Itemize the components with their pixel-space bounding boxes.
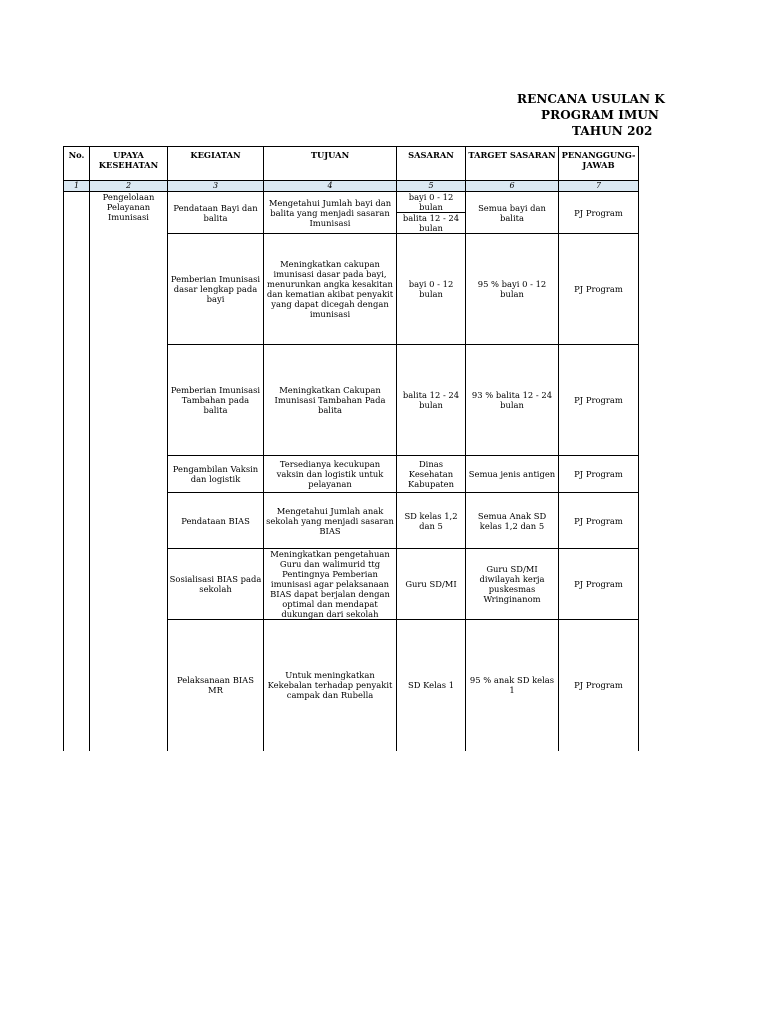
col-header-tujuan: TUJUAN bbox=[264, 147, 397, 181]
pj-cell: PJ Program bbox=[559, 192, 639, 234]
col-number: 5 bbox=[397, 181, 466, 192]
pj-cell: PJ Program bbox=[559, 549, 639, 620]
col-number: 1 bbox=[64, 181, 90, 192]
target-cell: 93 % balita 12 - 24 bulan bbox=[466, 345, 559, 456]
tujuan-cell: Untuk meningkatkan Kekebalan terhadap penyakit campak dan Rubella bbox=[264, 620, 397, 751]
table-row bbox=[64, 192, 639, 213]
col-number: 7 bbox=[559, 181, 639, 192]
sasaran-cell: bayi 0 - 12 bulan bbox=[397, 234, 466, 345]
pj-cell: PJ Program bbox=[559, 234, 639, 345]
col-number: 4 bbox=[264, 181, 397, 192]
col-header-no: No. bbox=[64, 147, 90, 181]
tujuan-cell: Meningkatkan Cakupan Imunisasi Tambahan Pada balita bbox=[264, 345, 397, 456]
tujuan-cell: Mengetahui Jumlah anak sekolah yang menjadi sasaran BIAS bbox=[264, 493, 397, 549]
col-number: 2 bbox=[90, 181, 168, 192]
col-header-kegiatan: KEGIATAN bbox=[168, 147, 264, 181]
kegiatan-cell: Pendataan BIAS bbox=[168, 493, 264, 549]
tujuan-cell: Mengetahui Jumlah bayi dan balita yang menjadi sasaran Imunisasi bbox=[264, 192, 397, 234]
pj-cell: PJ Program bbox=[559, 345, 639, 456]
kegiatan-cell: Pendataan Bayi dan balita bbox=[168, 192, 264, 234]
sasaran-cell: SD kelas 1,2 dan 5 bbox=[397, 493, 466, 549]
col-number: 3 bbox=[168, 181, 264, 192]
target-cell: 95 % anak SD kelas 1 bbox=[466, 620, 559, 751]
tujuan-cell: Meningkatkan cakupan imunisasi dasar pada bayi, menurunkan angka kesakitan dan kematian akibat penyakit yang dapat dicegah dengan imunisasi bbox=[264, 234, 397, 345]
pj-cell: PJ Program bbox=[559, 493, 639, 549]
upaya-cell: Pengelolaan Pelayanan Imunisasi bbox=[90, 192, 168, 751]
col-header-sasaran: SASARAN bbox=[397, 147, 466, 181]
title-line-2: PROGRAM IMUN bbox=[541, 108, 659, 122]
sasaran-cell: Guru SD/MI bbox=[397, 549, 466, 620]
sasaran-cell: Dinas Kesehatan Kabupaten bbox=[397, 456, 466, 493]
pj-cell: PJ Program bbox=[559, 620, 639, 751]
target-cell: Guru SD/MI diwilayah kerja puskesmas Wringinanom bbox=[466, 549, 559, 620]
sasaran-cell: bayi 0 - 12 bulan bbox=[397, 192, 466, 213]
sasaran-cell: balita 12 - 24 bulan bbox=[397, 213, 466, 234]
plan-table bbox=[63, 146, 639, 751]
sasaran-cell: SD Kelas 1 bbox=[397, 620, 466, 751]
col-header-pj: PENANGGUNG-JAWAB bbox=[559, 147, 639, 181]
title-line-3: TAHUN 202 bbox=[572, 124, 653, 138]
column-number-row bbox=[64, 181, 639, 192]
kegiatan-cell: Pemberian Imunisasi dasar lengkap pada bayi bbox=[168, 234, 264, 345]
kegiatan-cell: Pelaksanaan BIAS MR bbox=[168, 620, 264, 751]
tujuan-cell: Tersedianya kecukupan vaksin dan logistik untuk pelayanan bbox=[264, 456, 397, 493]
title-line-1: RENCANA USULAN K bbox=[517, 92, 665, 106]
table-header-row bbox=[64, 147, 639, 181]
sasaran-cell: balita 12 - 24 bulan bbox=[397, 345, 466, 456]
kegiatan-cell: Pengambilan Vaksin dan logistik bbox=[168, 456, 264, 493]
col-header-target: TARGET SASARAN bbox=[466, 147, 559, 181]
target-cell: Semua bayi dan balita bbox=[466, 192, 559, 234]
col-number: 6 bbox=[466, 181, 559, 192]
target-cell: 95 % bayi 0 - 12 bulan bbox=[466, 234, 559, 345]
kegiatan-cell: Pemberian Imunisasi Tambahan pada balita bbox=[168, 345, 264, 456]
tujuan-cell: Meningkatkan pengetahuan Guru dan walimurid ttg Pentingnya Pemberian imunisasi agar pelaksanaan BIAS dapat berjalan dengan optimal dan mendapat dukungan dari sekolah bbox=[264, 549, 397, 620]
col-header-upaya: UPAYA KESEHATAN bbox=[90, 147, 168, 181]
kegiatan-cell: Sosialisasi BIAS pada sekolah bbox=[168, 549, 264, 620]
target-cell: Semua Anak SD kelas 1,2 dan 5 bbox=[466, 493, 559, 549]
row-number-cell bbox=[64, 192, 90, 751]
target-cell: Semua jenis antigen bbox=[466, 456, 559, 493]
pj-cell: PJ Program bbox=[559, 456, 639, 493]
